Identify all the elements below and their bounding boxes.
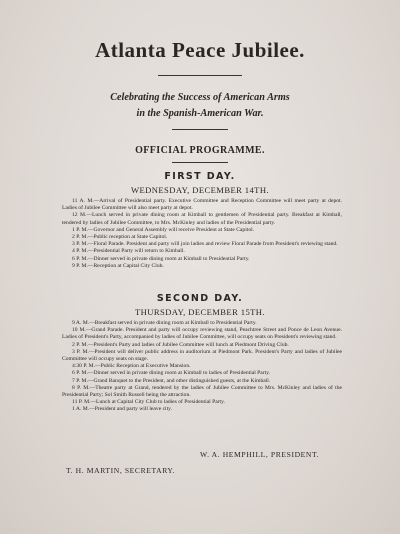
official-rule	[172, 162, 228, 163]
schedule-item: 9 A. M.—Breakfast served in private dining room at Kimball to Presidential Party.	[72, 320, 257, 326]
day2-heading: SECOND DAY.	[156, 293, 244, 304]
document-title: Atlanta Peace Jubilee.	[95, 38, 305, 62]
schedule-item: 4 P. M.—Presidential Party will return to Kimball.	[72, 248, 185, 255]
subtitle-line-2: in the Spanish-American War.	[136, 108, 264, 119]
day1-schedule	[62, 198, 342, 270]
schedule-item: 12 M.—Lunch served in private dining room at Kimball to gentlemen of Presidential party. Breakfast at Kimball, tendered by ladies of Jubilee Committee, to Mrs. McKinley and ladies of the Presidential party.	[62, 212, 342, 226]
title-rule	[158, 75, 242, 76]
schedule-item: 4:30 P. M.—Public Reception at Executive Mansion.	[72, 363, 191, 370]
schedule-item: 9 P. M.—Reception at Capital City Club.	[72, 262, 164, 269]
signature-president: W. A. HEMPHILL, PRESIDENT.	[200, 450, 320, 459]
signature-secretary: T. H. MARTIN, SECRETARY.	[66, 466, 176, 475]
subtitle-line-1: Celebrating the Success of American Arms	[110, 92, 290, 103]
schedule-item: 2 P. M.—Public reception at State Capitol.	[72, 234, 168, 241]
schedule-item: 3 P. M.—President will deliver public address in auditorium at Piedmont Park. President's Party and ladies of Jubilee Committee will occupy seats on stage.	[62, 348, 342, 363]
schedule-item: 2 P. M.—President's Party and ladies of Jubilee Committee will lunch at Piedmont Driving Club.	[72, 341, 289, 348]
schedule-item: 3 P. M.—Floral Parade. President and party will join ladies and review Floral Parade from President's reviewing stand.	[72, 241, 338, 248]
day1-date: WEDNESDAY, DECEMBER 14TH.	[131, 185, 269, 195]
schedule-item: 7 P. M.—Grand Banquet to the President, and other distinguished guests, at the Kimball.	[72, 377, 271, 384]
schedule-item: 6 P. M.—Dinner served in private dining room at Kimball to ladies of Presidential Party.	[72, 370, 271, 377]
day2-date: THURSDAY, DECEMBER 15TH.	[135, 307, 265, 317]
schedule-item: 11 A. M.—Arrival of Presidential party. Executive Committee and Reception Committee will meet party at depot. Ladies of Jubilee Committee will also meet party at depot.	[62, 198, 342, 212]
schedule-item: 11 P. M.—Lunch at Capital City Club to ladies of Presidential Party.	[72, 399, 225, 406]
schedule-item: 10 M.—Grand Parade. President and party will occupy reviewing stand, Peachtree Street and Ponce de Leon Avenue. Ladies of President's Party, accompanied by ladies of Jubilee Committee, will occupy seats on President's reviewing stand.	[62, 327, 342, 341]
schedule-item: 1 P. M.—Governor and General Assembly will receive President at State Capitol.	[72, 226, 255, 233]
subtitle-rule	[172, 129, 228, 130]
schedule-item: 6 P. M.—Dinner served in private dining room at Kimball to Presidential Party.	[72, 255, 250, 262]
day1-heading: FIRST DAY.	[164, 171, 236, 182]
day2-schedule	[62, 320, 342, 414]
schedule-item: 1 A. M.—President and party will leave city.	[72, 406, 172, 413]
official-programme-heading: OFFICIAL PROGRAMME.	[135, 145, 265, 156]
schedule-item: 8 P. M.—Theatre party at Grand, tendered by the ladies of Jubilee Committee to Mrs. McKinley and ladies of the Presidential Party; Sol Smith Russell being the attraction.	[62, 384, 342, 399]
